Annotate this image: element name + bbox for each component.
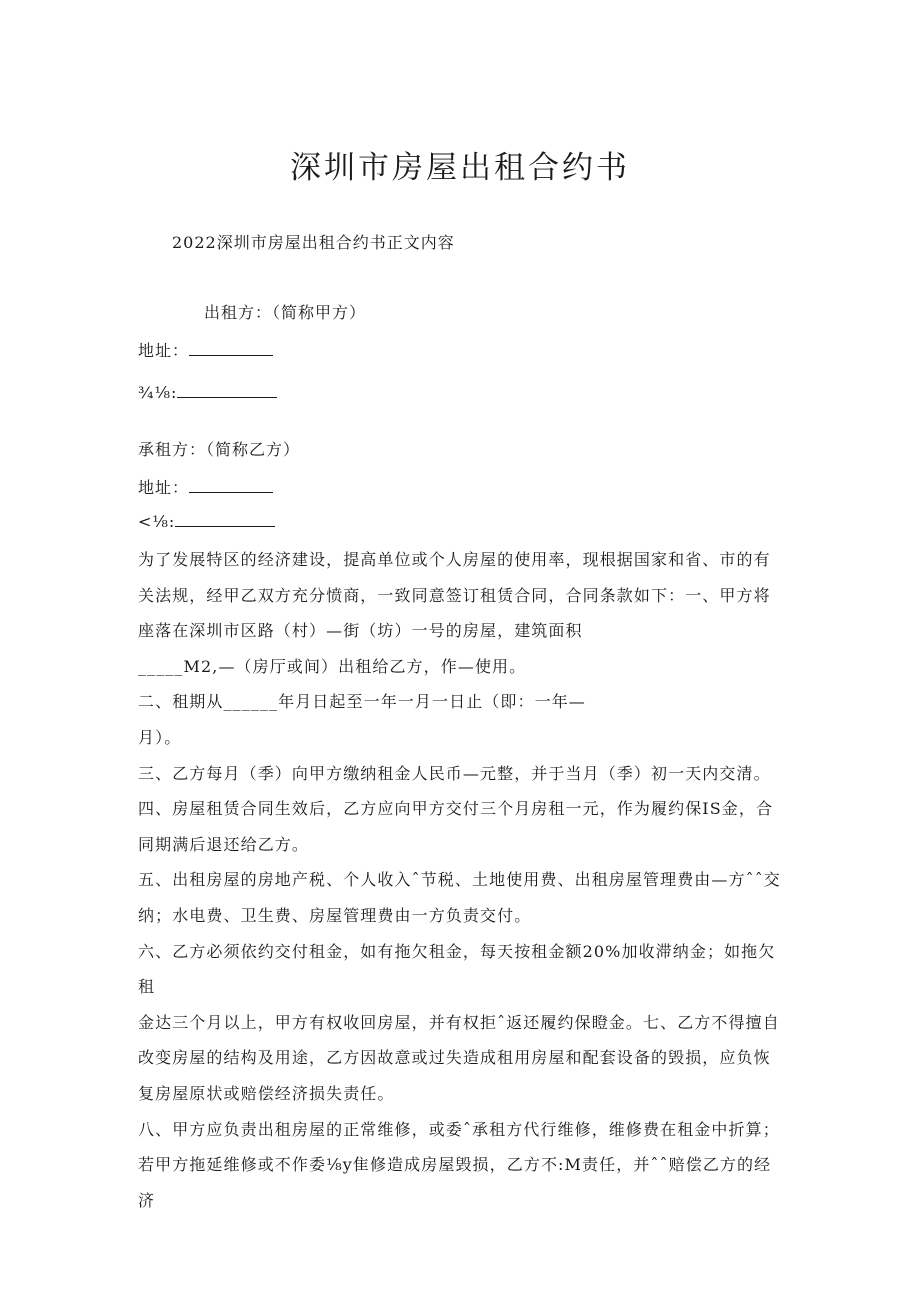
- body-line: 五、出租房屋的房地产税、个人收入ˆ节税、土地使用费、出租房屋管理费由—方ˆˆ交: [138, 870, 781, 890]
- lessor-address-row: [138, 340, 273, 362]
- lessee-phone-row: [138, 511, 275, 533]
- body-line: 三、乙方每月（季）向甲方缴纳租金人民币—元整，并于当月（季）初一天内交清。: [138, 763, 771, 783]
- body-line: 纳；水电费、卫生费、房屋管理费由一方负责交付。: [138, 905, 532, 925]
- body-line: 改变房屋的结构及用途，乙方因故意或过失造成租用房屋和配套设备的毁损，应负恢: [138, 1048, 771, 1068]
- lessee-address-blank: [189, 477, 273, 493]
- body-line: 关法规，经甲乙双方充分愤商，一致同意签订租赁合同，合同条款如下：一、甲方将: [138, 585, 771, 605]
- body-line: _____M2,—（房厅或间）出租给乙方，作—使用。: [138, 656, 527, 676]
- lessor-phone-label: ¾⅛:: [138, 383, 178, 402]
- contract-body: [138, 542, 788, 1218]
- document-subtitle: 2022深圳市房屋出租合约书正文内容: [172, 233, 455, 252]
- body-line: 六、乙方必须依约交付租金，如有拖欠租金，每天按租金额20%加收滞纳金；如拖欠租: [138, 941, 776, 997]
- lessor-heading: 出租方：（简称甲方）: [204, 303, 367, 322]
- lessee-address-label: 地址：: [138, 478, 190, 497]
- body-line: 为了发展特区的经济建设，提高单位或个人房屋的使用率，现根据国家和省、市的有: [138, 550, 771, 569]
- body-line: 复房屋原状或赔偿经济损失责任。: [138, 1083, 395, 1103]
- lessee-phone-blank: [175, 511, 275, 527]
- lessor-address-label: 地址：: [138, 341, 190, 360]
- lessor-phone-row: [138, 382, 277, 404]
- body-line: 同期满后退还给乙方。: [138, 834, 310, 854]
- lessor-address-blank: [189, 340, 273, 356]
- lessor-phone-blank: [177, 382, 277, 398]
- body-line: 座落在深圳市区路（村）—街（坊）一号的房屋，建筑面积: [138, 621, 583, 641]
- body-line: 若甲方拖延维修或不作委⅛y隹修造成房屋毁损，乙方不:M责任，并ˆˆ赔偿乙方的经济: [138, 1155, 772, 1210]
- lessee-address-row: [138, 477, 273, 499]
- body-line: 二、租期从______年月日起至一年一月一日止（即：一年—: [138, 692, 586, 712]
- lessee-heading: 承租方：（简称乙方）: [138, 440, 301, 459]
- document-title: 深圳市房屋出租合约书: [290, 150, 630, 186]
- body-line: 八、甲方应负责出租房屋的正常维修，或委ˆ承租方代行维修，维修费在租金中折算；: [138, 1119, 780, 1139]
- body-line: 月）。: [138, 727, 182, 747]
- lessee-phone-label: <⅛:: [138, 512, 176, 531]
- body-line: 金达三个月以上，甲方有权收回房屋，并有权拒ˆ返还履约保瞪金。七、乙方不得擅自: [138, 1012, 780, 1032]
- body-line: 四、房屋租赁合同生效后，乙方应向甲方交付三个月房租一元，作为履约保IS金，合: [138, 799, 774, 819]
